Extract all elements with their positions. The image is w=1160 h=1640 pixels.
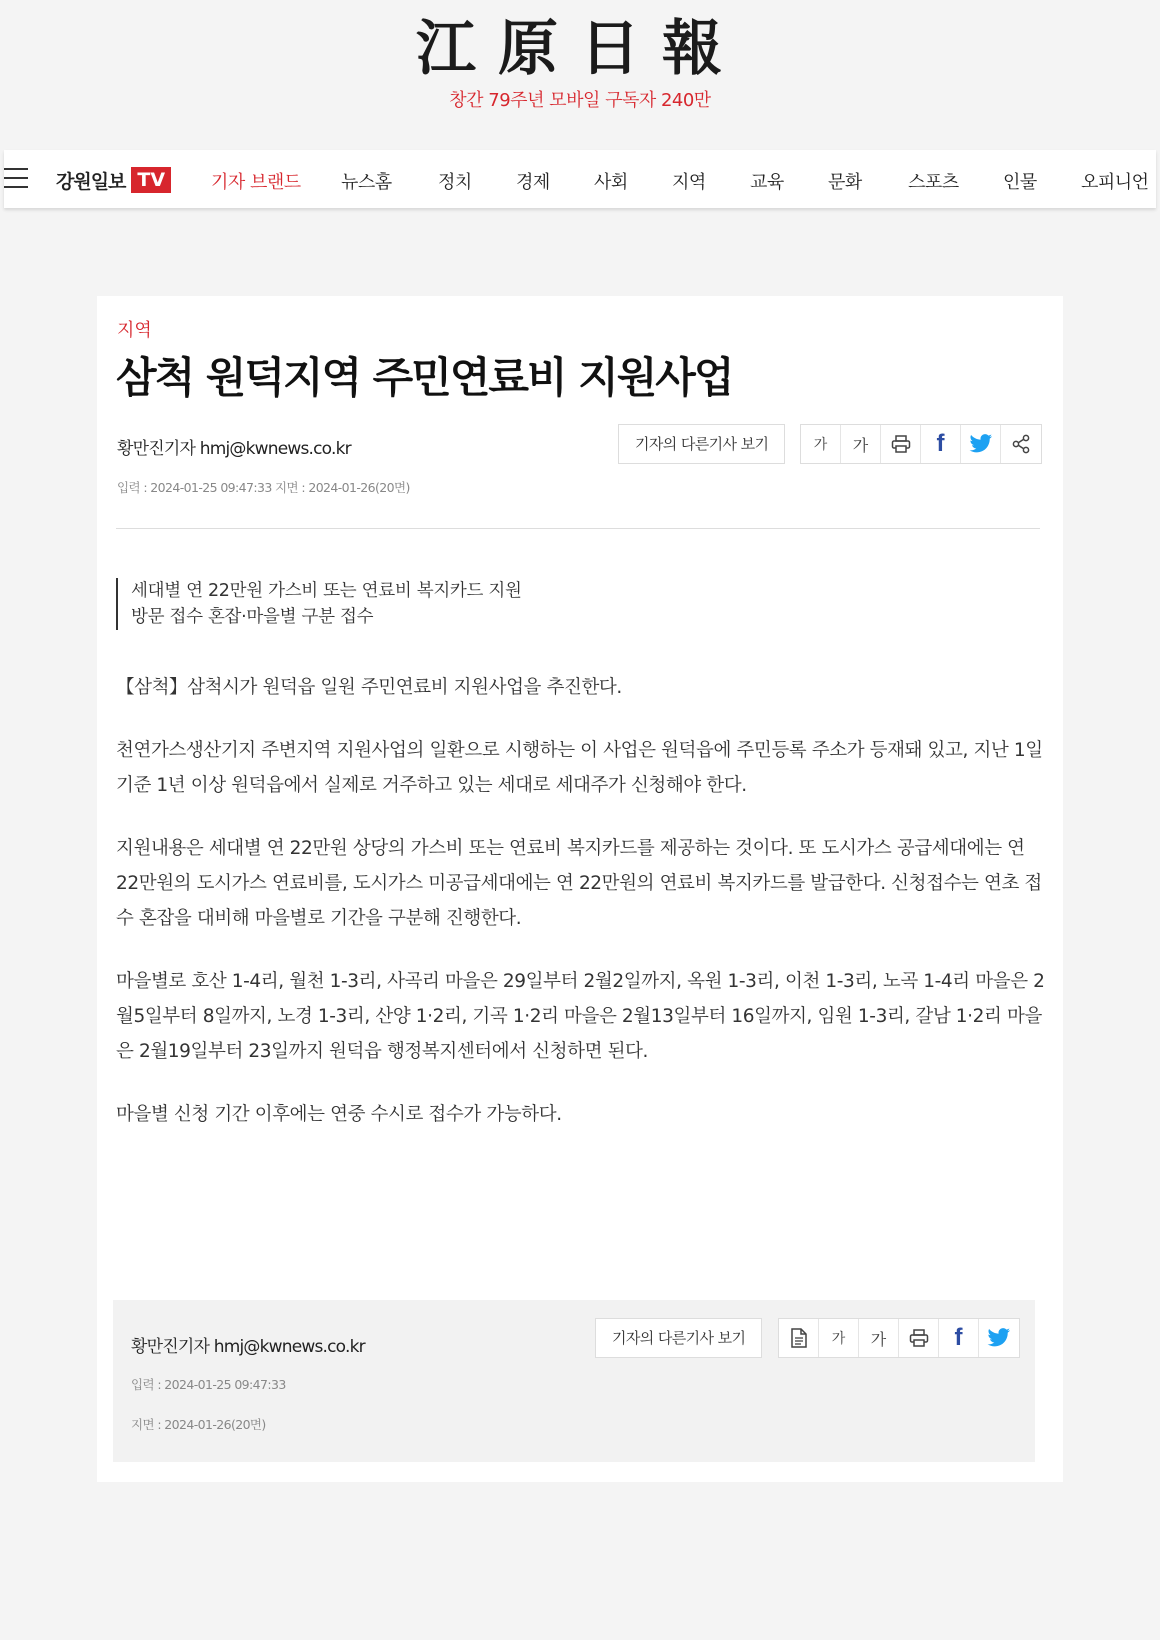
brand-tv-badge: TV xyxy=(131,167,171,193)
site-logo[interactable]: 江原日報 xyxy=(416,14,744,84)
nav-item-sports[interactable]: 스포츠 xyxy=(908,172,959,193)
article-dateline: 입력 : 2024-01-25 09:47:33 지면 : 2024-01-26(20면) xyxy=(117,480,410,495)
twitter-share-icon[interactable] xyxy=(961,425,1001,463)
nav-item-economy[interactable]: 경제 xyxy=(516,172,550,193)
nav-item-news-home[interactable]: 뉴스홈 xyxy=(341,172,392,193)
nav-item-society[interactable]: 사회 xyxy=(594,172,628,193)
nav-item-reporter-brand[interactable]: 기자 브랜드 xyxy=(211,172,301,193)
nav-item-politics[interactable]: 정치 xyxy=(438,172,472,193)
masthead xyxy=(0,0,1160,150)
document-icon[interactable] xyxy=(779,1319,819,1357)
article-paragraph: 천연가스생산기지 주변지역 지원사업의 일환으로 시행하는 이 사업은 원덕읍에 주민등록 주소가 등재돼 있고, 지난 1일 기준 1년 이상 원덕읍에서 실제로 거주하고 있는 세대로 세대주가 신청해야 한다. xyxy=(116,740,1043,796)
nav-item-education[interactable]: 교육 xyxy=(750,172,784,193)
font-increase-button[interactable]: 가 xyxy=(841,425,881,463)
print-icon[interactable] xyxy=(881,425,921,463)
nav-item-region[interactable]: 지역 xyxy=(672,172,706,193)
article-divider xyxy=(116,528,1040,529)
site-tagline: 창간 79주년 모바일 구독자 240만 xyxy=(449,90,711,111)
article-paragraph: 마을별 신청 기간 이후에는 연중 수시로 접수가 가능하다. xyxy=(116,1104,562,1125)
footer-facebook-share-icon[interactable]: f xyxy=(939,1319,979,1357)
facebook-share-icon[interactable]: f xyxy=(921,425,961,463)
menu-icon[interactable] xyxy=(4,168,28,188)
article-paragraph: 마을별로 호산 1-4리, 월천 1-3리, 사곡리 마을은 29일부터 2월2일까지, 옥원 1-3리, 이천 1-3리, 노곡 1-4리 마을은 2월5일부터 8일까지, 노경 1-3리, 산양 1·2리, 기곡 1·2리 마을은 2월13일부터 16일까지, 임원 1-3리, 갈남 1·2리 마을은 2월19일부터 23일까지 원덕읍 행정복지센터에서 신청하면 된다. xyxy=(116,971,1045,1062)
footer-twitter-share-icon[interactable] xyxy=(979,1319,1019,1357)
article-byline[interactable]: 황만진기자 hmj@kwnews.co.kr xyxy=(117,439,351,459)
footer-byline[interactable]: 황만진기자 hmj@kwnews.co.kr xyxy=(131,1337,365,1357)
summary-line: 방문 접수 혼잡·마을별 구분 접수 xyxy=(131,607,374,627)
brand-name: 강원일보 xyxy=(56,170,126,193)
share-icon[interactable] xyxy=(1001,425,1041,463)
footer-print-date: 지면 : 2024-01-26(20면) xyxy=(131,1417,266,1432)
footer-more-articles-button[interactable]: 기자의 다른기사 보기 xyxy=(595,1318,762,1358)
footer-font-increase-button[interactable]: 가 xyxy=(859,1319,899,1357)
reporter-info-box xyxy=(113,1300,1035,1462)
main-nav xyxy=(4,150,1156,208)
article-body xyxy=(116,670,1046,1160)
nav-item-opinion[interactable]: 오피니언 xyxy=(1081,172,1149,193)
nav-item-people[interactable]: 인물 xyxy=(1003,172,1037,193)
article-toolbar xyxy=(800,424,1042,464)
footer-font-decrease-button[interactable]: 가 xyxy=(819,1319,859,1357)
article-paragraph: 【삼척】삼척시가 원덕읍 일원 주민연료비 지원사업을 추진한다. xyxy=(116,677,622,698)
article-headline: 삼척 원덕지역 주민연료비 지원사업 xyxy=(116,353,733,402)
reporter-more-articles-button[interactable]: 기자의 다른기사 보기 xyxy=(618,424,785,464)
footer-input-date: 입력 : 2024-01-25 09:47:33 xyxy=(131,1377,286,1392)
article-card xyxy=(97,296,1063,1482)
article-summary xyxy=(116,578,522,630)
footer-print-icon[interactable] xyxy=(899,1319,939,1357)
summary-line: 세대별 연 22만원 가스비 또는 연료비 복지카드 지원 xyxy=(131,581,522,601)
font-decrease-button[interactable]: 가 xyxy=(801,425,841,463)
footer-toolbar xyxy=(778,1318,1020,1358)
brand-tv-link[interactable] xyxy=(56,167,171,193)
article-paragraph: 지원내용은 세대별 연 22만원 상당의 가스비 또는 연료비 복지카드를 제공하는 것이다. 또 도시가스 공급세대에는 연 22만원의 도시가스 연료비를, 도시가스 미공급세대에는 연 22만원의 연료비 복지카드를 발급한다. 신청접수는 연초 접수 혼잡을 대비해 마을별로 기간을 구분해 진행한다. xyxy=(116,838,1042,929)
nav-item-culture[interactable]: 문화 xyxy=(828,172,862,193)
article-section[interactable]: 지역 xyxy=(117,320,152,341)
